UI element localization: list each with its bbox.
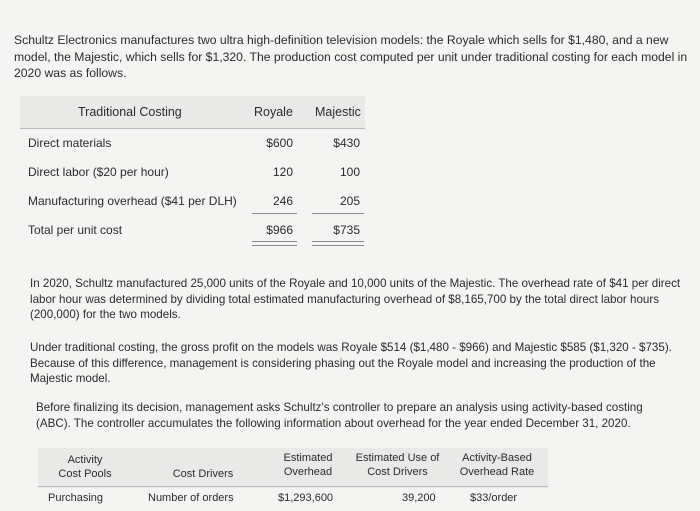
cell-driver-orders: Number of orders <box>148 492 234 504</box>
header-estimated-overhead-line2: Overhead <box>283 466 333 478</box>
header-activity-cost-pools <box>50 453 120 481</box>
row-label-direct-labor: Direct labor ($20 per hour) <box>28 165 169 179</box>
header-overhead-rate-line2: Overhead Rate <box>459 466 535 478</box>
royale-direct-labor: 120 <box>272 165 293 179</box>
header-estimated-overhead-line1: Estimated <box>283 452 333 464</box>
royale-total-per-unit-cost: $966 <box>266 223 293 237</box>
table-header-background <box>20 96 365 128</box>
header-overhead-rate-line1: Activity-Based <box>462 452 532 464</box>
header-estimated-use-line1: Estimated Use of <box>355 452 440 464</box>
row-label-total-per-unit-cost: Total per unit cost <box>28 223 123 237</box>
paragraph-production-volumes: In 2020, Schultz manufactured 25,000 units of the Royale and 10,000 units of the Majestic. The overhead rate of $41 per direct labor hour was determined by dividing total estimated manufacturing overhead of $8,165,700 by the total direct labor hours (200,000) for the two models. <box>30 277 681 321</box>
majestic-manufacturing-overhead: 205 <box>339 194 360 208</box>
header-activity-line1: Activity <box>67 454 103 466</box>
header-estimated-overhead <box>268 451 348 479</box>
header-cost-drivers: Cost Drivers <box>172 468 234 480</box>
abc-header-underline <box>38 486 548 487</box>
header-estimated-use <box>350 451 445 479</box>
header-majestic: Majestic <box>315 105 361 119</box>
header-traditional-costing: Traditional Costing <box>78 105 182 119</box>
cell-rate-purchasing: $33/order <box>470 492 518 504</box>
header-activity-line2: Cost Pools <box>58 468 112 480</box>
header-overhead-rate <box>452 451 542 479</box>
majestic-total-per-unit-cost: $735 <box>333 223 360 237</box>
subtotal-rule-majestic <box>312 213 364 214</box>
majestic-direct-materials: $430 <box>333 136 360 150</box>
subtotal-rule-royale <box>252 213 297 214</box>
royale-manufacturing-overhead: 246 <box>272 194 293 208</box>
cell-overhead-purchasing: $1,293,600 <box>278 492 334 504</box>
total-double-rule-majestic <box>312 241 364 246</box>
intro-paragraph: Schultz Electronics manufactures two ultra high-definition television models: the Royale which sells for $1,480, and a new model, the Majestic, which sells for $1,320. The production cost computed per unit under traditional costing for each model in 2020 was as follows. <box>14 33 688 80</box>
majestic-direct-labor: 100 <box>339 165 360 179</box>
row-label-direct-materials: Direct materials <box>28 136 112 150</box>
row-label-manufacturing-overhead: Manufacturing overhead ($41 per DLH) <box>28 194 237 208</box>
header-royale: Royale <box>254 105 293 119</box>
header-estimated-use-line2: Cost Drivers <box>367 466 428 478</box>
header-underline <box>20 128 365 129</box>
royale-direct-materials: $600 <box>266 136 293 150</box>
cell-use-purchasing: 39,200 <box>402 492 436 504</box>
cell-pool-purchasing: Purchasing <box>48 492 104 504</box>
paragraph-abc-request: Before finalizing its decision, management asks Schultz's controller to prepare an analysis using activity-based costing (ABC). The controller accumulates the following information about overhead for the year ended December 31, 2020. <box>36 401 643 430</box>
paragraph-gross-profit: Under traditional costing, the gross profit on the models was Royale $514 ($1,480 - $966) and Majestic $585 ($1,320 - $735). Because of this difference, management is considering phasing out the Royale model and increasing the production of the Majestic model. <box>30 341 672 385</box>
total-double-rule-royale <box>252 241 297 246</box>
